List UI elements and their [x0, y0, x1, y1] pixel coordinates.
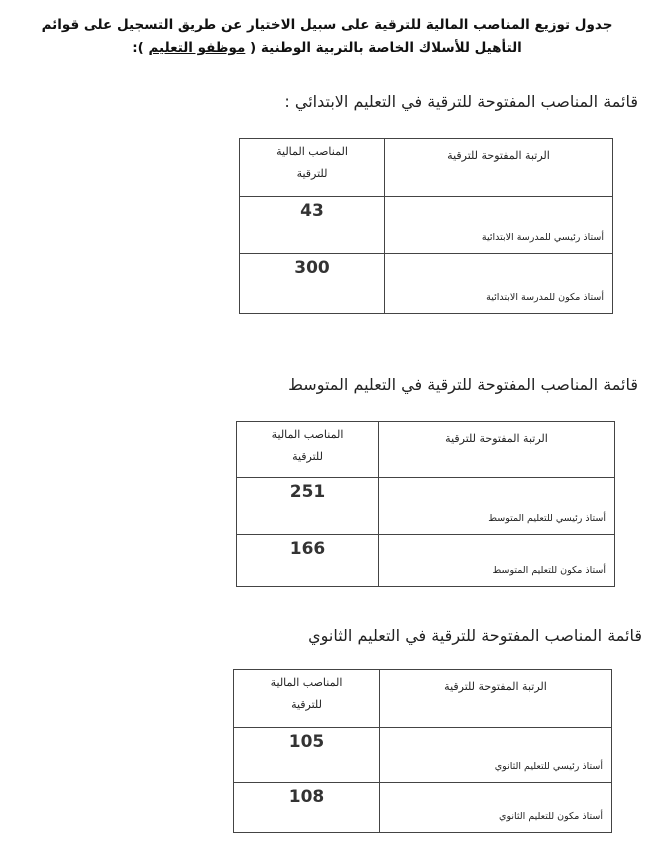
header-posts-line-1: المناصب المالية — [271, 428, 344, 441]
table-header-row — [240, 139, 613, 197]
table-row — [234, 728, 612, 783]
header-posts-line-2: للترقية — [292, 450, 323, 463]
header-posts — [234, 670, 380, 728]
posts-cell: 251 — [237, 478, 379, 535]
section-heading-secondary: قائمة المناصب المفتوحة للترقية في التعليم الثانوي — [308, 626, 642, 645]
posts-cell: 105 — [234, 728, 380, 783]
table-row — [234, 783, 612, 833]
document-title — [12, 14, 642, 60]
rank-cell: أستاذ رئيسي للمدرسة الابتدائية — [385, 197, 613, 254]
table-middle — [236, 421, 615, 587]
header-posts-line-1: المناصب المالية — [276, 145, 348, 158]
table-primary — [239, 138, 613, 314]
posts-cell: 300 — [240, 254, 385, 314]
section-heading-primary: قائمة المناصب المفتوحة للترقية في التعليم الابتدائي : — [284, 92, 638, 111]
header-rank: الرتبة المفتوحة للترقية — [379, 422, 615, 478]
title-line-1: جدول توزيع المناصب المالية للترقية على سبيل الاختيار عن طريق التسجيل على قوائم — [41, 17, 613, 33]
title-line-2-suffix: ): — [132, 40, 144, 56]
table-row — [240, 254, 613, 314]
header-rank: الرتبة المفتوحة للترقية — [385, 139, 613, 197]
header-posts-line-1: المناصب المالية — [270, 676, 343, 689]
header-rank: الرتبة المفتوحة للترقية — [380, 670, 612, 728]
title-line-2-underlined: موظفو التعليم — [148, 40, 246, 56]
title-line-2-prefix: التأهيل للأسلاك الخاصة بالتربية الوطنية ( — [250, 40, 522, 56]
rank-cell: أستاذ مكون للمدرسة الابتدائية — [385, 254, 613, 314]
table-header-row — [234, 670, 612, 728]
rank-cell: أستاذ مكون للتعليم المتوسط — [379, 535, 615, 587]
table-row — [237, 535, 615, 587]
header-posts-line-2: للترقية — [296, 167, 328, 180]
header-posts — [237, 422, 379, 478]
posts-cell: 166 — [237, 535, 379, 587]
table-header-row — [237, 422, 615, 478]
posts-cell: 108 — [234, 783, 380, 833]
table-row — [237, 478, 615, 535]
rank-cell: أستاذ رئيسي للتعليم المتوسط — [379, 478, 615, 535]
posts-cell: 43 — [240, 197, 385, 254]
header-posts-line-2: للترقية — [291, 698, 322, 711]
table-row — [240, 197, 613, 254]
rank-cell: أستاذ رئيسي للتعليم الثانوي — [380, 728, 612, 783]
header-posts — [240, 139, 385, 197]
section-heading-middle: قائمة المناصب المفتوحة للترقية في التعليم المتوسط — [288, 375, 638, 394]
title-line-2 — [12, 37, 642, 60]
rank-cell: أستاذ مكون للتعليم الثانوي — [380, 783, 612, 833]
table-secondary — [233, 669, 612, 833]
